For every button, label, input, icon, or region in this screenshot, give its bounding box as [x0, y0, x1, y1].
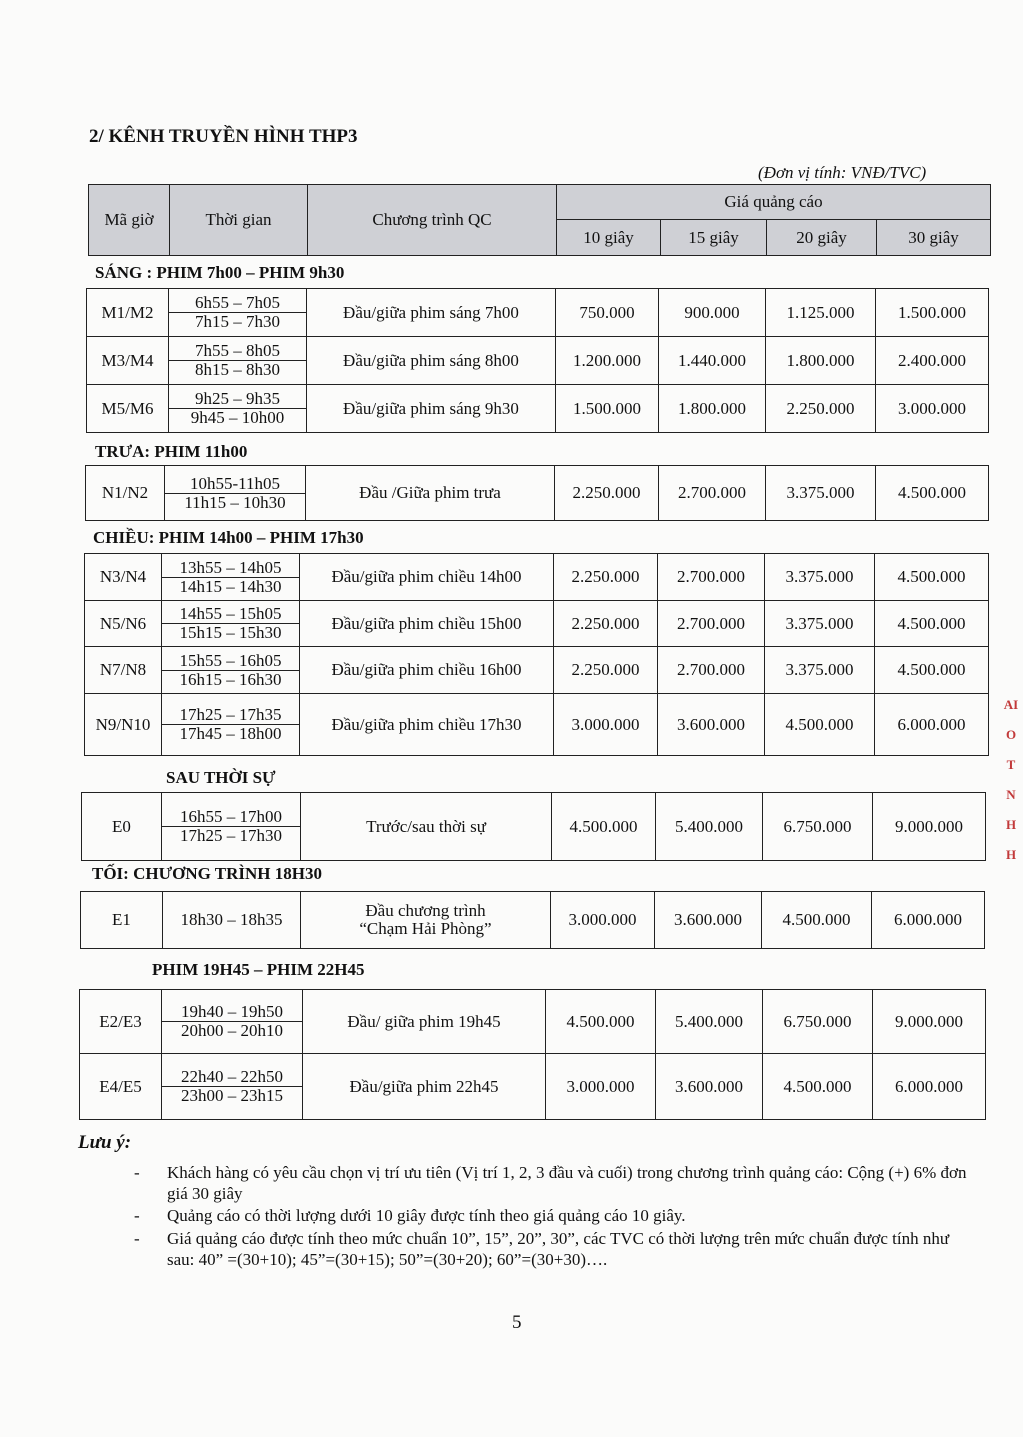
table-row: [81, 892, 985, 949]
section-table-sau-thoi-su: [81, 792, 986, 861]
price-cell: 1.800.000: [766, 337, 876, 385]
stamp-char: AI: [1003, 697, 1019, 712]
price-cell: 3.600.000: [656, 1054, 763, 1120]
price-cell: 4.500.000: [546, 990, 656, 1054]
header-gia-quang-cao: Giá quảng cáo: [557, 185, 991, 220]
table-row: [82, 793, 986, 861]
time-slot: 9h25 – 9h35: [169, 390, 306, 409]
price-cell: 4.500.000: [762, 892, 872, 949]
time-slot: 23h00 – 23h15: [181, 1086, 283, 1105]
header-col-30s: 30 giây: [877, 220, 991, 256]
price-cell: 2.250.000: [766, 385, 876, 433]
stamp-char: O: [1005, 727, 1017, 742]
notes-list: [134, 1163, 974, 1273]
program-cell: Đầu /Giữa phim trưa: [306, 466, 555, 521]
time-cell: [162, 694, 300, 756]
code-cell: M3/M4: [87, 337, 169, 385]
time-slot: 13h55 – 14h05: [162, 559, 299, 578]
price-cell: 2.250.000: [555, 466, 659, 521]
time-slot: 16h55 – 17h00: [162, 808, 300, 827]
price-cell: 3.375.000: [765, 647, 875, 694]
table-row: [87, 385, 989, 433]
price-cell: 6.000.000: [872, 892, 985, 949]
time-slot: 17h45 – 18h00: [179, 724, 282, 743]
price-cell: 750.000: [556, 289, 659, 337]
price-cell: 3.000.000: [546, 1054, 656, 1120]
price-cell: 9.000.000: [873, 793, 986, 861]
header-ma-gio: Mã giờ: [89, 185, 170, 256]
table-row: [87, 289, 989, 337]
time-cell: [169, 385, 307, 433]
price-cell: 3.000.000: [876, 385, 989, 433]
price-cell: 9.000.000: [873, 990, 986, 1054]
header-chuong-trinh: Chương trình QC: [308, 185, 557, 256]
code-cell: N9/N10: [85, 694, 162, 756]
time-slot: 14h15 – 14h30: [179, 576, 282, 596]
table-row: [86, 466, 989, 521]
code-cell: N7/N8: [85, 647, 162, 694]
program-cell: Đầu/giữa phim chiều 16h00: [300, 647, 554, 694]
price-cell: 6.000.000: [875, 694, 989, 756]
price-cell: 1.500.000: [876, 289, 989, 337]
page-number: 5: [512, 1312, 522, 1333]
note-item: [134, 1229, 974, 1270]
note-item: [134, 1163, 974, 1204]
time-cell: [162, 990, 303, 1054]
code-cell: M1/M2: [87, 289, 169, 337]
code-cell: E4/E5: [80, 1054, 162, 1120]
section-table-trua: [85, 465, 989, 521]
stamp-fragment: [1000, 690, 1022, 880]
note-item: [134, 1206, 974, 1227]
time-cell: [162, 1054, 303, 1120]
time-cell: [162, 647, 300, 694]
price-cell: 2.700.000: [658, 601, 765, 647]
time-slot: 9h45 – 10h00: [190, 408, 285, 427]
note-dash: -: [134, 1163, 140, 1182]
price-cell: 6.000.000: [873, 1054, 986, 1120]
price-cell: 6.750.000: [763, 793, 873, 861]
price-cell: 2.400.000: [876, 337, 989, 385]
header-thoi-gian: Thời gian: [170, 185, 308, 256]
time-cell: [169, 289, 307, 337]
time-cell: [162, 601, 300, 647]
price-cell: 3.375.000: [765, 554, 875, 601]
header-col-15s: 15 giây: [661, 220, 767, 256]
price-cell: 1.200.000: [556, 337, 659, 385]
time-slot: 19h40 – 19h50: [162, 1003, 302, 1022]
price-cell: 3.375.000: [765, 601, 875, 647]
header-col-20s: 20 giây: [767, 220, 877, 256]
code-cell: M5/M6: [87, 385, 169, 433]
program-cell: Đầu/giữa phim 22h45: [303, 1054, 546, 1120]
price-cell: 4.500.000: [763, 1054, 873, 1120]
section-title: PHIM 19H45 – PHIM 22H45: [152, 960, 365, 979]
time-slot: 15h55 – 16h05: [162, 652, 299, 671]
price-cell: 1.800.000: [659, 385, 766, 433]
section-title: TRƯA: PHIM 11h00: [95, 442, 248, 461]
price-cell: 2.250.000: [554, 647, 658, 694]
price-cell: 900.000: [659, 289, 766, 337]
header-col-10s: 10 giây: [557, 220, 661, 256]
note-text: Quảng cáo có thời lượng dưới 10 giây được tính theo giá quảng cáo 10 giây.: [167, 1206, 686, 1226]
time-slot: 22h40 – 22h50: [162, 1068, 302, 1087]
time-slot: 7h55 – 8h05: [169, 342, 306, 361]
price-cell: 3.600.000: [655, 892, 762, 949]
section-table-phim-toi: [79, 989, 986, 1120]
price-cell: 1.125.000: [766, 289, 876, 337]
note-dash: -: [134, 1229, 140, 1249]
time-slot: 11h15 – 10h30: [184, 492, 286, 512]
note-dash: -: [134, 1206, 140, 1226]
price-cell: 2.700.000: [658, 647, 765, 694]
table-row: [80, 1054, 986, 1120]
program-cell: Đầu/giữa phim sáng 9h30: [307, 385, 556, 433]
price-cell: 5.400.000: [656, 793, 763, 861]
price-cell: 6.750.000: [763, 990, 873, 1054]
price-cell: 5.400.000: [656, 990, 763, 1054]
program-cell: [301, 892, 551, 949]
program-cell: Đầu/giữa phim chiều 15h00: [300, 601, 554, 647]
time-slot: 16h15 – 16h30: [179, 669, 282, 689]
program-cell: Đầu/giữa phim sáng 8h00: [307, 337, 556, 385]
section-title: SÁNG : PHIM 7h00 – PHIM 9h30: [95, 263, 345, 282]
time-slot: 14h55 – 15h05: [162, 605, 299, 624]
price-cell: 4.500.000: [875, 554, 989, 601]
price-cell: 4.500.000: [875, 647, 989, 694]
price-cell: 2.700.000: [658, 554, 765, 601]
code-cell: N5/N6: [85, 601, 162, 647]
section-table-sang: [86, 288, 989, 433]
time-slot: 20h00 – 20h10: [181, 1021, 283, 1040]
code-cell: N3/N4: [85, 554, 162, 601]
time-slot: 7h15 – 7h30: [195, 312, 280, 331]
page-title: 2/ KÊNH TRUYỀN HÌNH THP3: [89, 126, 358, 147]
section-title: TỐI: CHƯƠNG TRÌNH 18H30: [92, 864, 322, 883]
time-slot: 6h55 – 7h05: [169, 294, 306, 313]
price-table-header: [88, 184, 991, 256]
stamp-char: H: [1005, 847, 1017, 862]
stamp-char: T: [1006, 757, 1016, 772]
price-cell: 3.000.000: [554, 694, 658, 756]
code-cell: N1/N2: [86, 466, 165, 521]
time-slot: 17h25 – 17h35: [162, 706, 299, 725]
program-cell: Đầu/ giữa phim 19h45: [303, 990, 546, 1054]
time-cell: [162, 554, 300, 601]
price-cell: 2.250.000: [554, 601, 658, 647]
stamp-char: N: [1006, 787, 1016, 802]
program-line: Đầu chương trình: [365, 901, 486, 921]
table-row: [85, 647, 989, 694]
price-cell: 3.600.000: [658, 694, 765, 756]
unit-label: (Đơn vị tính: VNĐ/TVC): [758, 163, 927, 182]
price-cell: 1.440.000: [659, 337, 766, 385]
price-cell: 4.500.000: [765, 694, 875, 756]
note-text: Giá quảng cáo được tính theo mức chuẩn 10”, 15”, 20”, 30”, các TVC có thời lượng trên mức chuẩn được tính như sau: 40” =(30+10); 45”=(30+15); 50”=(30+20); 60”=(30+30)….: [167, 1229, 950, 1269]
program-cell: Đầu/giữa phim chiều 14h00: [300, 554, 554, 601]
section-table-toi: [80, 891, 985, 949]
time-slot: 17h25 – 17h30: [180, 826, 282, 845]
section-title: SAU THỜI SỰ: [166, 768, 276, 787]
time-slot: 10h55-11h05: [165, 475, 305, 494]
time-cell: 18h30 – 18h35: [163, 892, 301, 949]
stamp-char: H: [1005, 817, 1017, 832]
price-cell: 2.250.000: [554, 554, 658, 601]
price-cell: 1.500.000: [556, 385, 659, 433]
code-cell: E2/E3: [80, 990, 162, 1054]
code-cell: E0: [82, 793, 162, 861]
section-table-chieu: [84, 553, 989, 756]
note-text: Khách hàng có yêu cầu chọn vị trí ưu tiên (Vị trí 1, 2, 3 đầu và cuối) trong chương trình quảng cáo: Cộng (+) 6% đơn giá 30 giây: [167, 1163, 967, 1203]
program-cell: Đầu/giữa phim sáng 7h00: [307, 289, 556, 337]
table-row: [85, 601, 989, 647]
price-cell: 3.375.000: [766, 466, 876, 521]
time-slot: 8h15 – 8h30: [195, 360, 280, 379]
price-cell: 4.500.000: [552, 793, 656, 861]
price-cell: 4.500.000: [875, 601, 989, 647]
time-cell: [165, 466, 306, 521]
section-title: CHIỀU: PHIM 14h00 – PHIM 17h30: [93, 528, 364, 547]
code-cell: E1: [81, 892, 163, 949]
notes-title: Lưu ý:: [78, 1132, 132, 1153]
table-row: [85, 554, 989, 601]
price-cell: 2.700.000: [659, 466, 766, 521]
time-cell: [169, 337, 307, 385]
time-slot: 15h15 – 15h30: [179, 623, 282, 642]
table-row: [80, 990, 986, 1054]
table-row: [87, 337, 989, 385]
time-cell: [162, 793, 301, 861]
table-row: [85, 694, 989, 756]
program-cell: Đầu/giữa phim chiều 17h30: [300, 694, 554, 756]
price-cell: 4.500.000: [876, 466, 989, 521]
program-cell: Trước/sau thời sự: [301, 793, 552, 861]
price-cell: 3.000.000: [551, 892, 655, 949]
program-line: “Chạm Hải Phòng”: [359, 919, 492, 938]
